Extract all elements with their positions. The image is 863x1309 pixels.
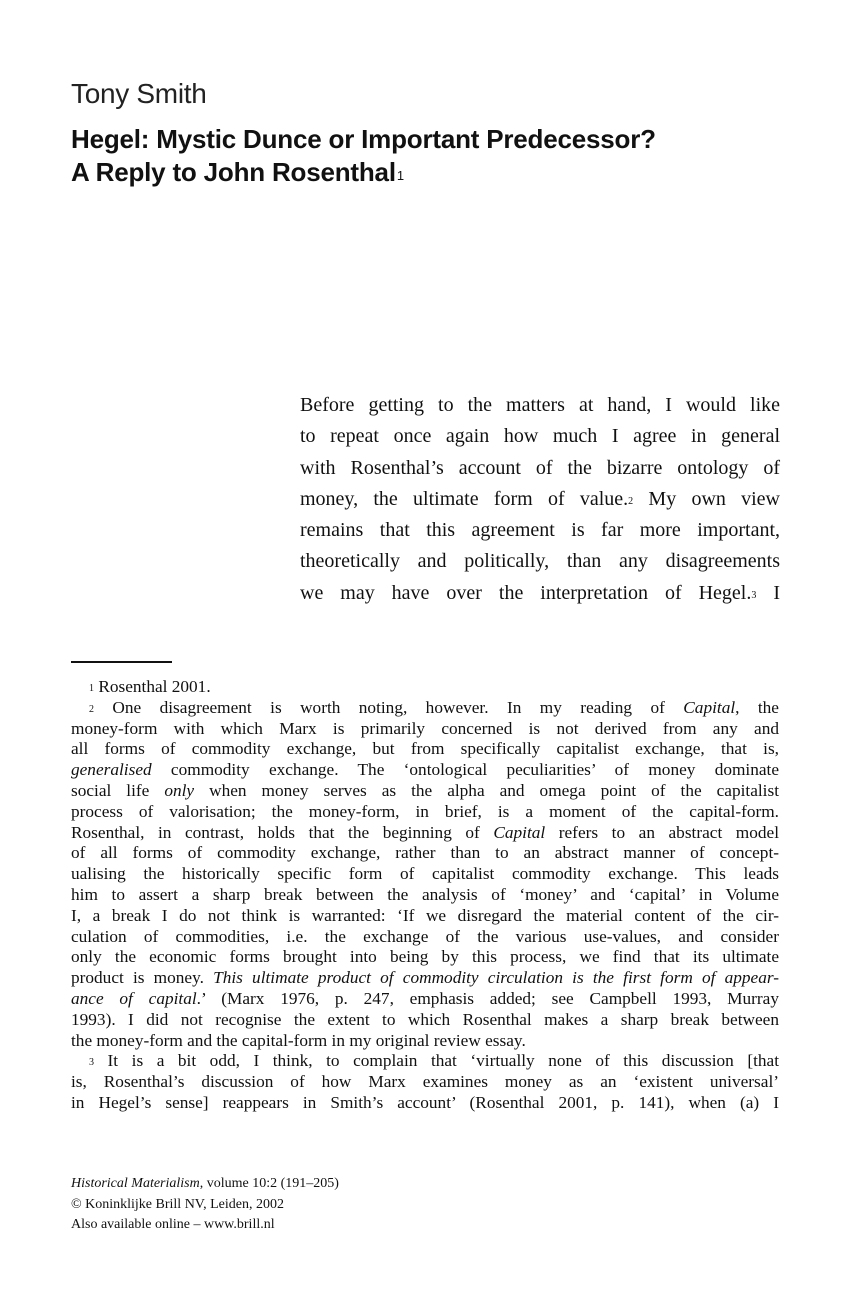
journal-name: Historical Materialism [71,1176,200,1191]
footnote-1 [71,677,779,698]
footnote-text: I, a break I do not think is warranted: ‘If we disregard the material content of the cir- [71,905,779,925]
italic-text: Capital [683,697,736,717]
footnote-2-line [71,739,779,760]
footnote-number: 3 [89,1057,94,1069]
footnote-text: 1993). I did not recognise the extent to which Rosenthal makes a sharp break between [71,1009,779,1029]
body-line: Before getting to the matters at hand, I would like [300,394,780,416]
italic-text: generalised [71,760,152,780]
footnote-text: all forms of commodity exchange, but from specifically capitalist exchange, that is, [71,739,779,759]
footnote-2-line [71,968,779,989]
body-line [300,484,780,515]
footnote-2-line [71,843,779,864]
title-line-1: Hegel: Mystic Dunce or Important Predecessor? [71,124,656,154]
italic-text: ance of capital [71,988,197,1008]
body-line [300,578,780,609]
footnote-text: One disagreement is worth noting, however. In my reading of [112,697,684,717]
footnote-2-line [71,781,779,802]
body-line: remains that this agreement is far more important, [300,519,780,542]
footnote-text: refers to an abstract model [545,822,779,842]
footnote-text: money-form with which Marx is primarily concerned is not derived from any and [71,718,779,738]
footnote-2-line [71,947,779,968]
footnote-text: Rosenthal, in contrast, holds that the beginning of [71,822,494,842]
footnote-2-line [71,906,779,927]
footnote-text: commodity exchange. The ‘ontological peculiarities’ of money dominate [151,760,779,780]
title-line-2 [71,156,831,189]
body-line: with Rosenthal’s account of the bizarre ontology of [300,456,780,479]
article-title [71,123,831,189]
footnote-text: him to assert a sharp break between the analysis of ‘money’ and ‘capital’ in Volume [71,884,779,904]
body-line: theoretically and politically, than any disagreements [300,550,780,573]
footnote-text: is, Rosenthal’s discussion of how Marx examines money as an ‘existent universal’ [71,1072,779,1092]
footnotes [71,677,779,1114]
journal-citation [71,1174,339,1195]
author-name: Tony Smith [71,78,207,109]
journal-availability: Also available online – www.brill.nl [71,1217,275,1232]
footnote-reference: 3 [751,589,757,601]
footnote-text: ualising the historically specific form of capitalist commodity exchange. This leads [71,864,779,884]
footnote-divider [71,661,172,663]
footnote-2-line [71,719,779,740]
footnote-2-line [71,802,779,823]
footnote-text: the money-form and the capital-form in my original review essay. [71,1030,526,1050]
body-text-segment: we may have over the interpretation of Hegel. [300,581,752,604]
italic-text: only [164,780,195,800]
footnote-text: .’ (Marx 1976, p. 247, emphasis added; see Campbell 1993, Murray [196,988,779,1008]
italic-text: This ultimate product of commodity circulation is the first form of appear- [213,968,779,988]
footnote-2-line [71,1031,779,1052]
journal-info [71,1174,339,1236]
title-line-2-text: A Reply to John Rosenthal [71,157,396,187]
footnote-3-line [71,1051,779,1072]
footnote-2-line [71,885,779,906]
footnote-number: 2 [89,703,94,715]
body-paragraph [300,390,780,609]
journal-copyright: © Koninklijke Brill NV, Leiden, 2002 [71,1196,284,1212]
body-text-segment: I [756,581,780,604]
footnote-3-line [71,1093,779,1114]
footnote-2-line [71,760,779,781]
body-text-segment: My own view [633,487,781,510]
footnote-text: of all forms of commodity exchange, rather than to an abstract manner of concept- [71,843,779,863]
title-footnote-mark: 1 [396,168,404,183]
footnote-3-line [71,1072,779,1093]
footnote-text: culation of commodities, i.e. the exchange of the various use-values, and consider [71,926,779,946]
footnote-2-line [71,1010,779,1031]
footnote-number: 1 [89,683,94,694]
footnote-text: only the economic forms brought into being by this process, we find that its ultimate [71,947,779,967]
footnote-reference: 2 [628,495,634,507]
footnote-text: product is money. [71,968,214,988]
footnote-text: , the [735,697,779,717]
footnote-2-line [71,698,779,719]
footnote-2-line [71,864,779,885]
italic-text: Capital [493,822,546,842]
footnote-text: It is a bit odd, I think, to complain that ‘virtually none of this discussion [that [107,1051,780,1071]
journal-volume: , volume 10:2 (191–205) [199,1176,339,1191]
footnote-text: in Hegel’s sense] reappears in Smith’s account’ (Rosenthal 2001, p. 141), when (a) I [71,1092,779,1112]
footnote-text: process of valorisation; the money-form, in brief, is a moment of the capital-form. [71,801,779,821]
footnote-text: social life [71,780,165,800]
footnote-2-line [71,989,779,1010]
footnote-text: when money serves as the alpha and omega point of the capitalist [194,780,779,800]
footnote-2-line [71,927,779,948]
footnote-text: Rosenthal 2001. [98,677,211,696]
body-text-segment: money, the ultimate form of value. [300,487,629,510]
footnote-2-line [71,823,779,844]
body-line: to repeat once again how much I agree in general [300,425,780,448]
